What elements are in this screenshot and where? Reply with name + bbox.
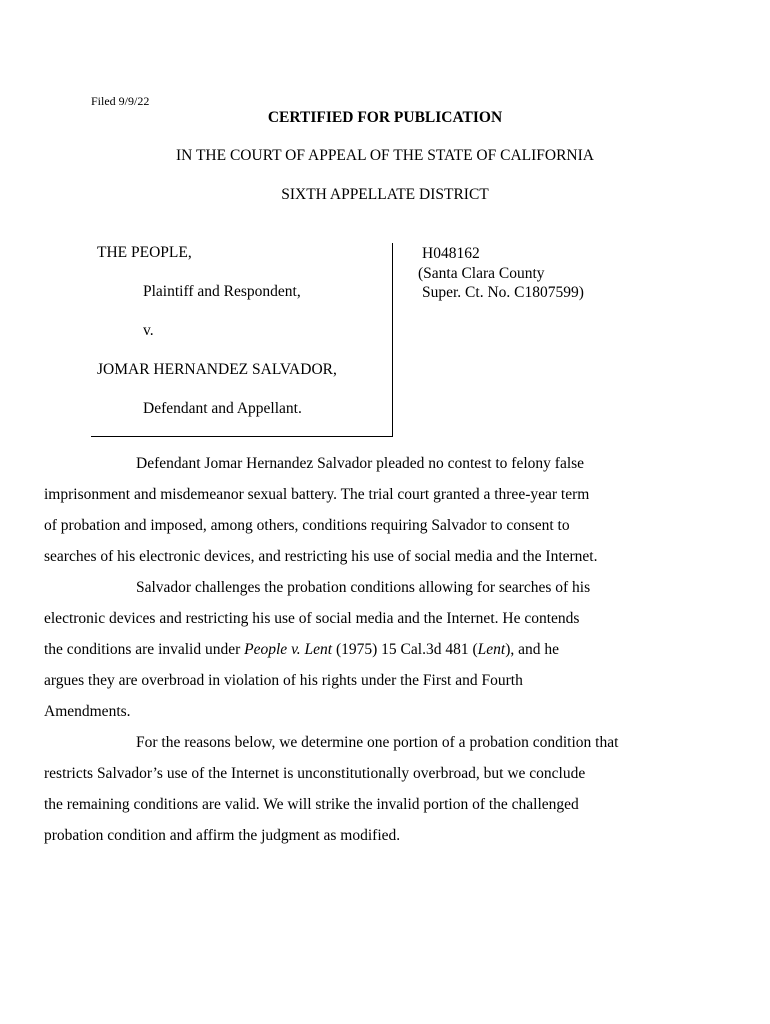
- superior-court-number: Super. Ct. No. C1807599): [422, 284, 584, 301]
- text-line: Defendant Jomar Hernandez Salvador pleaded no contest to felony false: [136, 455, 585, 472]
- case-caption: [91, 243, 393, 437]
- text-line: Amendments.: [44, 703, 131, 720]
- court-heading: IN THE COURT OF APPEAL OF THE STATE OF CALIFORNIA: [176, 147, 594, 164]
- case-short-name: Lent: [477, 641, 506, 658]
- text-line: argues they are overbroad in violation of his rights under the First and Fourth: [44, 672, 523, 689]
- county-line: (Santa Clara County: [418, 264, 545, 282]
- text-line: restricts Salvador’s use of the Internet is unconstitutionally overbroad, but we conclude: [44, 765, 586, 782]
- paragraph-2: [44, 572, 680, 727]
- text-line: Salvador challenges the probation conditions allowing for searches of his: [136, 579, 591, 596]
- versus: v.: [143, 322, 154, 339]
- text-fragment: ), and he: [505, 641, 559, 658]
- text-line: For the reasons below, we determine one portion of a probation condition that: [136, 734, 619, 751]
- text-fragment: the conditions are invalid under: [44, 641, 245, 658]
- case-citation: People v. Lent: [244, 641, 333, 658]
- certification-heading: CERTIFIED FOR PUBLICATION: [267, 109, 503, 126]
- plaintiff-name: THE PEOPLE,: [97, 244, 192, 261]
- district-heading: SIXTH APPELLATE DISTRICT: [281, 186, 489, 203]
- text-line: of probation and imposed, among others, conditions requiring Salvador to consent to: [44, 517, 570, 534]
- text-line: probation condition and affirm the judgment as modified.: [44, 827, 401, 844]
- filed-date: Filed 9/9/22: [91, 94, 150, 108]
- paragraph-3: [44, 727, 680, 851]
- case-number: H048162: [422, 245, 480, 262]
- text-fragment: (1975) 15 Cal.3d 481 (: [332, 641, 478, 658]
- defendant-role: Defendant and Appellant.: [143, 400, 302, 417]
- defendant-name: JOMAR HERNANDEZ SALVADOR,: [97, 361, 337, 378]
- text-line: the remaining conditions are valid. We will strike the invalid portion of the challenged: [44, 796, 579, 813]
- paragraph-1: [44, 448, 680, 572]
- plaintiff-role: Plaintiff and Respondent,: [143, 283, 301, 300]
- text-line: searches of his electronic devices, and restricting his use of social media and the Internet.: [44, 548, 598, 565]
- case-info: [418, 244, 584, 303]
- text-line: [44, 641, 559, 658]
- text-line: imprisonment and misdemeanor sexual battery. The trial court granted a three-year term: [44, 486, 590, 503]
- text-line: electronic devices and restricting his use of social media and the Internet. He contends: [44, 610, 580, 627]
- opinion-body: [44, 448, 680, 851]
